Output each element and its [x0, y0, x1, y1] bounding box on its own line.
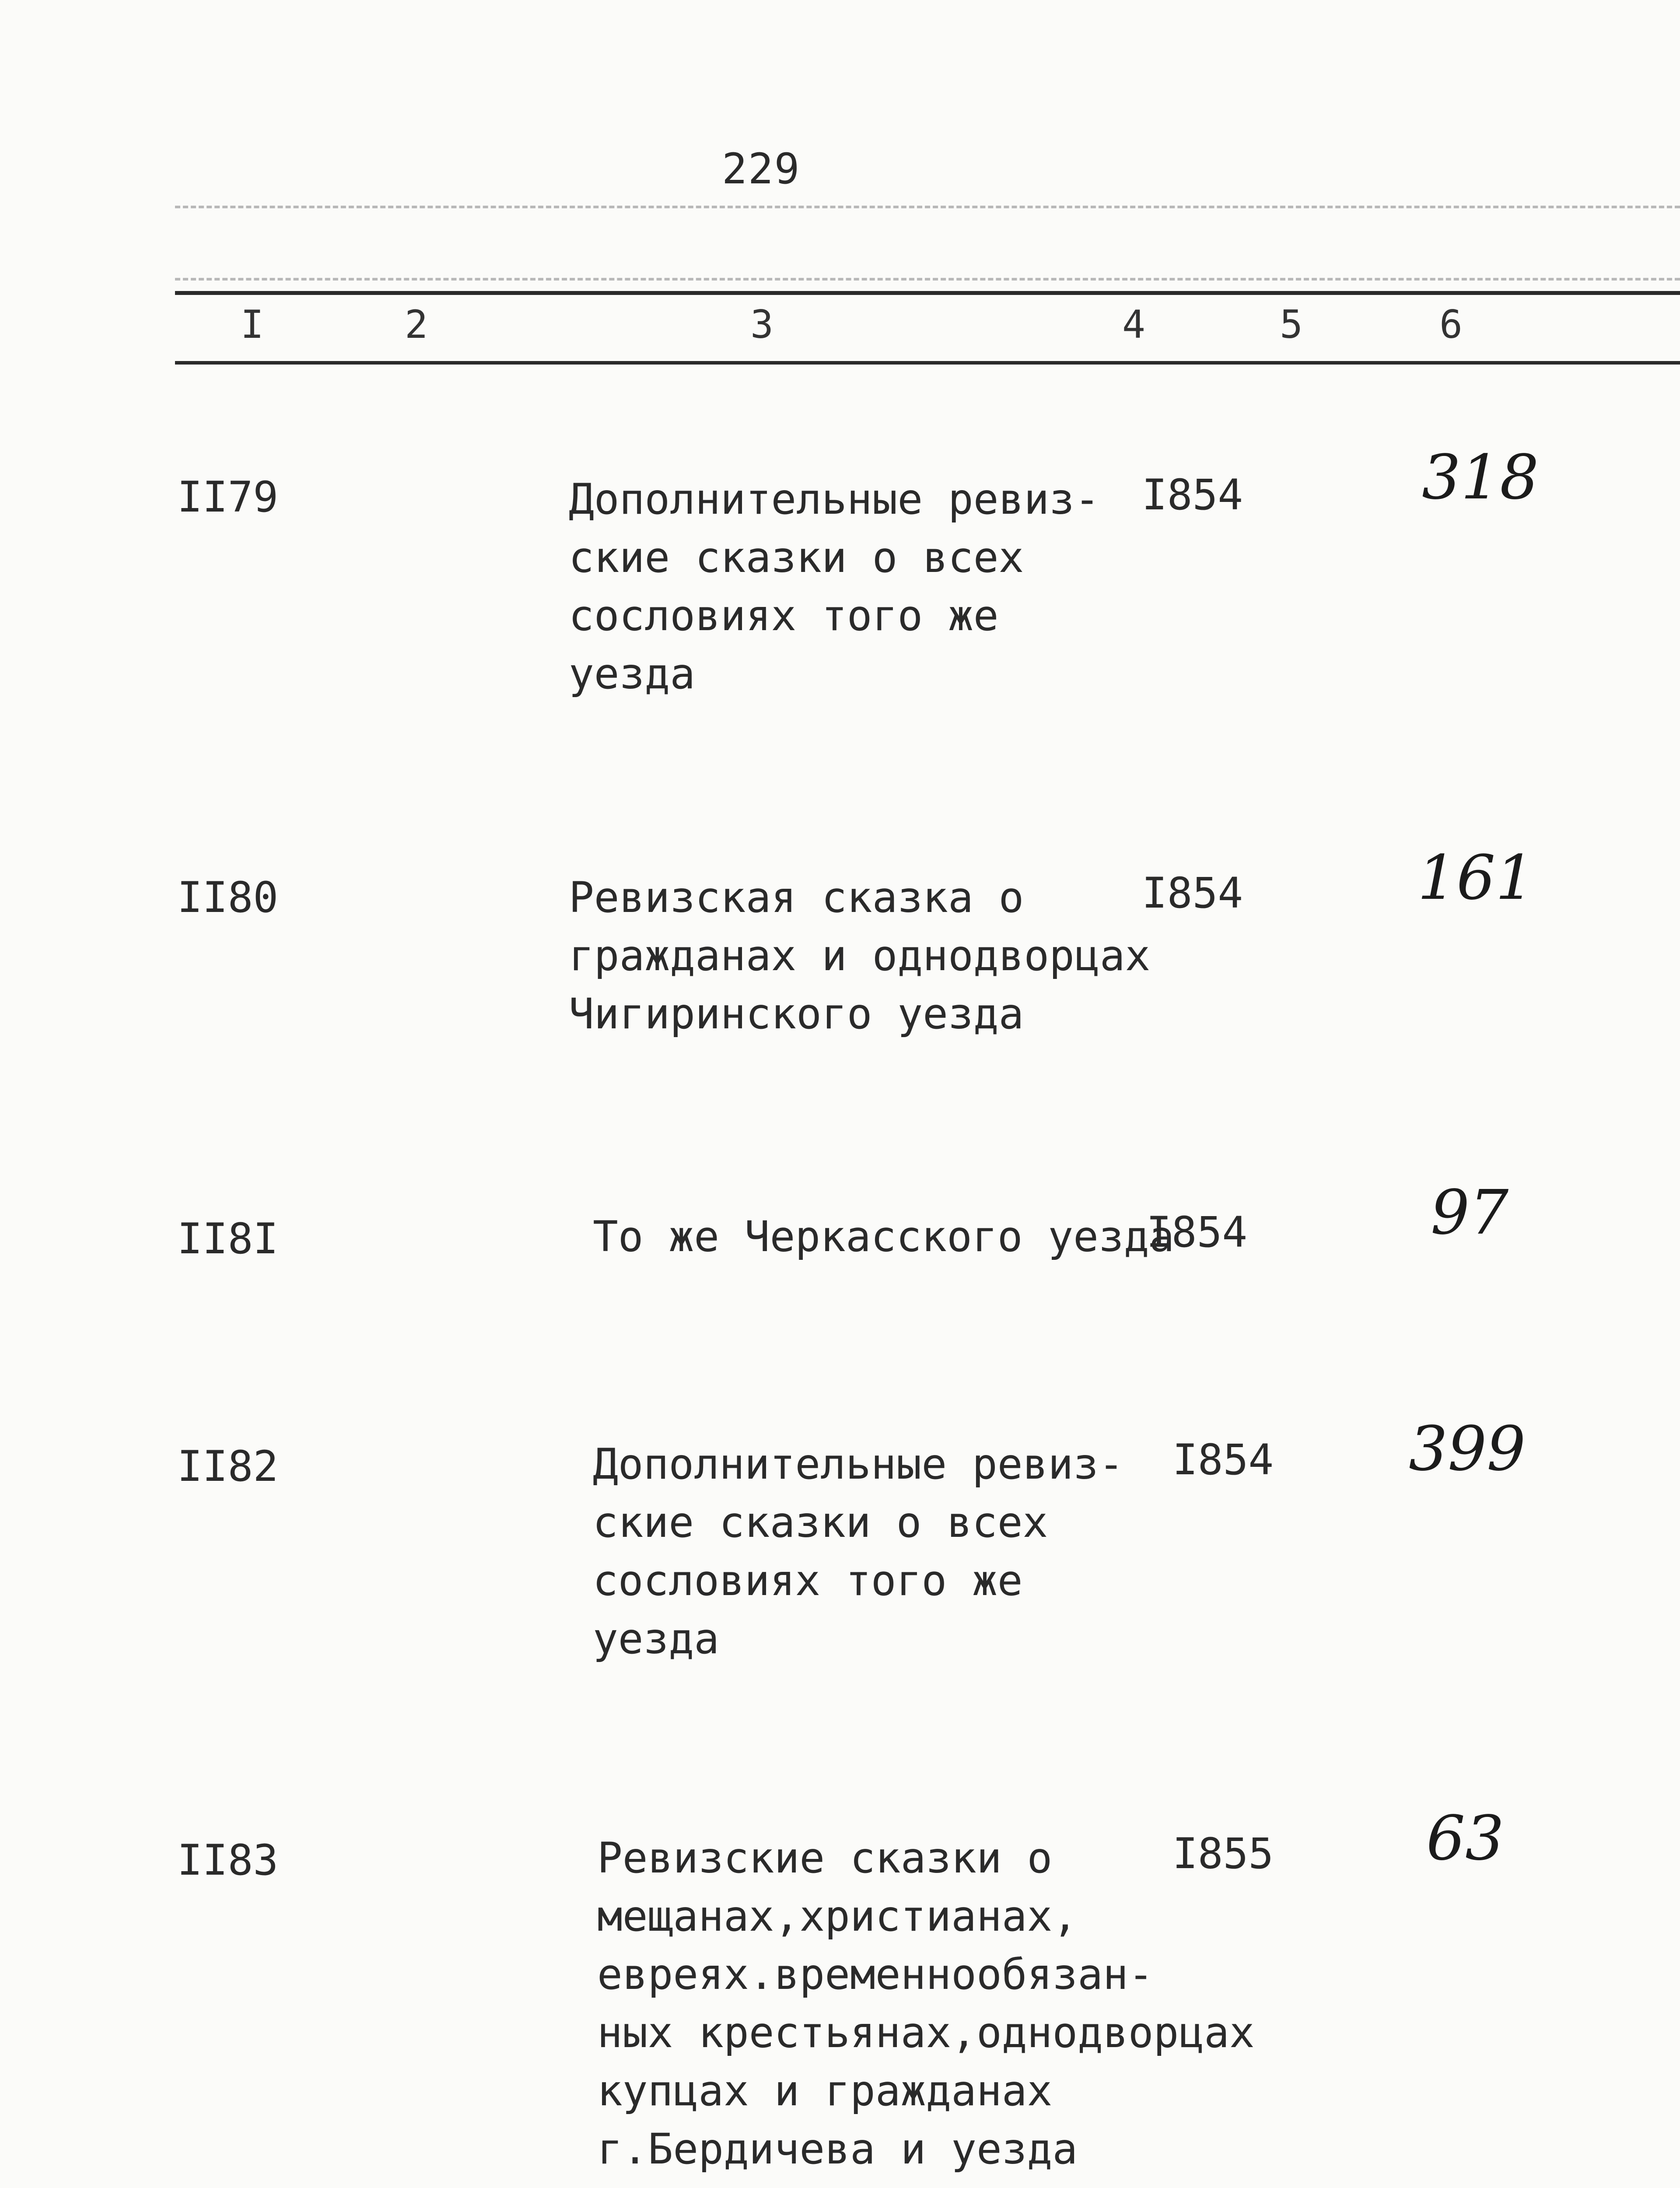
file-year: I854 [1142, 869, 1243, 918]
file-year: I855 [1172, 1829, 1274, 1878]
table-header-top-rule [175, 291, 1680, 295]
sheet-count: 63 [1426, 1803, 1505, 1874]
file-title: Ревизская сказка о гражданах и однодворцах Чигиринского уезда [569, 873, 1151, 1038]
dashed-divider [175, 278, 1680, 281]
table-header-bottom-rule [175, 361, 1680, 365]
column-header: 6 [1439, 302, 1463, 347]
dashed-divider [175, 206, 1680, 208]
file-title: Дополнительные ревиз- ские сказки о всех сословиях того же уезда [593, 1440, 1124, 1663]
sheet-count: 161 [1418, 842, 1535, 914]
file-title: Ревизские сказки о мещанах,христианах, евреях.временнообязан- ных крестьянах,однодворцах купцах и гражданах г.Бердичева и уезда [597, 1834, 1255, 2174]
page-number: 229 [722, 144, 801, 193]
column-header: 2 [405, 302, 428, 347]
sheet-count: 318 [1422, 442, 1539, 513]
file-number: II80 [177, 873, 279, 922]
file-number: II83 [177, 1836, 279, 1885]
file-year: I854 [1172, 1435, 1274, 1484]
sheet-count: 399 [1409, 1413, 1526, 1485]
column-header: I [241, 302, 264, 347]
file-number: II79 [177, 473, 279, 522]
file-number: II8I [177, 1214, 279, 1263]
column-header: 3 [750, 302, 774, 347]
file-title: Дополнительные ревиз- ские сказки о всех сословиях того же уезда [569, 475, 1100, 698]
file-title: То же Черкасского уезда [593, 1212, 1175, 1261]
sheet-count: 97 [1431, 1177, 1509, 1248]
file-year: I854 [1146, 1208, 1248, 1257]
file-number: II82 [177, 1442, 279, 1491]
column-header: 5 [1280, 302, 1303, 347]
column-header: 4 [1122, 302, 1145, 347]
file-year: I854 [1142, 470, 1243, 519]
